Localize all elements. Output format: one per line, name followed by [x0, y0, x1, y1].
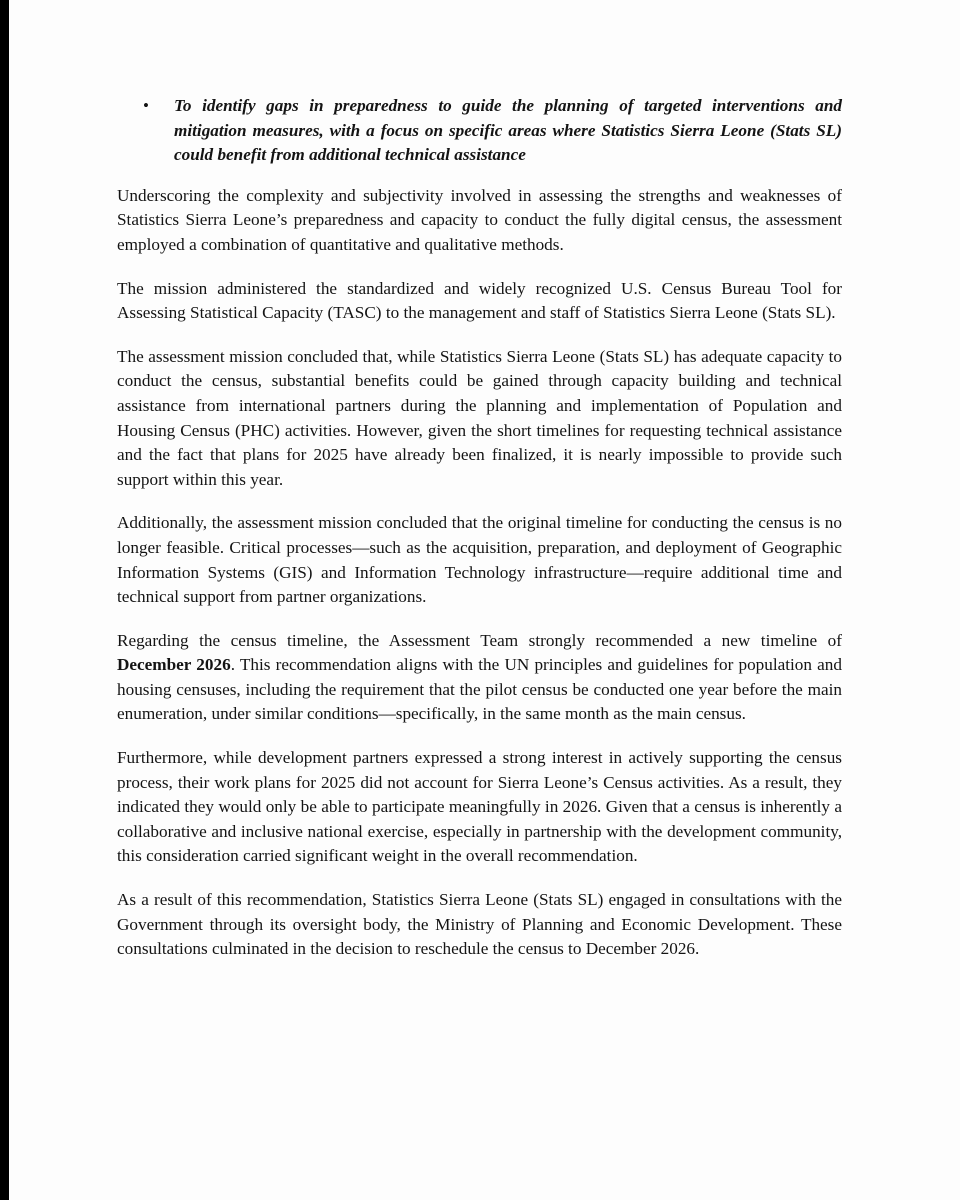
bullet-text: To identify gaps in preparedness to guide the planning of targeted interventions and mitigation measures, with a focus on specific areas where Statistics Sierra Leone (Stats SL) could benefit from additional technical assistance — [174, 96, 842, 165]
new-timeline-text-before: Regarding the census timeline, the Assessment Team strongly recommended a new timeline of — [117, 630, 842, 650]
left-edge-bar — [0, 0, 9, 1200]
paragraph-development-partners: Furthermore, while development partners expressed a strong interest in actively supporting the census process, their work plans for 2025 did not account for Sierra Leone’s Census activities. As a result, they indicated they would only be able to participate meaningfully in 2026. Given that a census is inherently a collaborative and inclusive national exercise, especially in partnership with the development community, this consideration carried significant weight in the overall recommendation. — [117, 748, 842, 866]
paragraph-capacity-conclusion: The assessment mission concluded that, while Statistics Sierra Leone (Stats SL) has adequate capacity to conduct the census, substantial benefits could be gained through capacity building and technical assistance from international partners during the planning and implementation of Population and Housing Census (PHC) activities. However, given the short timelines for requesting technical assistance and the fact that plans for 2025 have already been finalized, it is nearly impossible to provide such support within this year. — [117, 346, 842, 489]
paragraph-tasc: The mission administered the standardized and widely recognized U.S. Census Bureau Tool for Assessing Statistical Capacity (TASC) to the management and staff of Statistics Sierra Leone (Stats SL). — [117, 278, 842, 323]
paragraph-timeline-feasibility: Additionally, the assessment mission concluded that the original timeline for conducting the census is no longer feasible. Critical processes—such as the acquisition, preparation, and deployment of Geographic Information Systems (GIS) and Information Technology infrastructure—require additional time and technical support from partner organizations. — [117, 513, 842, 607]
document-body — [117, 94, 842, 981]
bullet-item — [117, 94, 842, 168]
new-timeline-text-after: . This recommendation aligns with the UN principles and guidelines for population and housing censuses, including the requirement that the pilot census be conducted one year before the main enumeration, under similar conditions—specifically, in the same month as the main census. — [117, 655, 842, 724]
paragraph-government-decision: As a result of this recommendation, Statistics Sierra Leone (Stats SL) engaged in consultations with the Government through its oversight body, the Ministry of Planning and Economic Development. These consultations culminated in the decision to reschedule the census to December 2026. — [117, 890, 842, 959]
new-timeline-date: December 2026 — [117, 655, 231, 675]
bullet-marker: • — [143, 96, 149, 115]
paragraph-new-timeline — [117, 629, 842, 727]
paragraph-methods: Underscoring the complexity and subjectivity involved in assessing the strengths and weaknesses of Statistics Sierra Leone’s preparedness and capacity to conduct the fully digital census, the assessment employed a combination of quantitative and qualitative methods. — [117, 185, 842, 254]
